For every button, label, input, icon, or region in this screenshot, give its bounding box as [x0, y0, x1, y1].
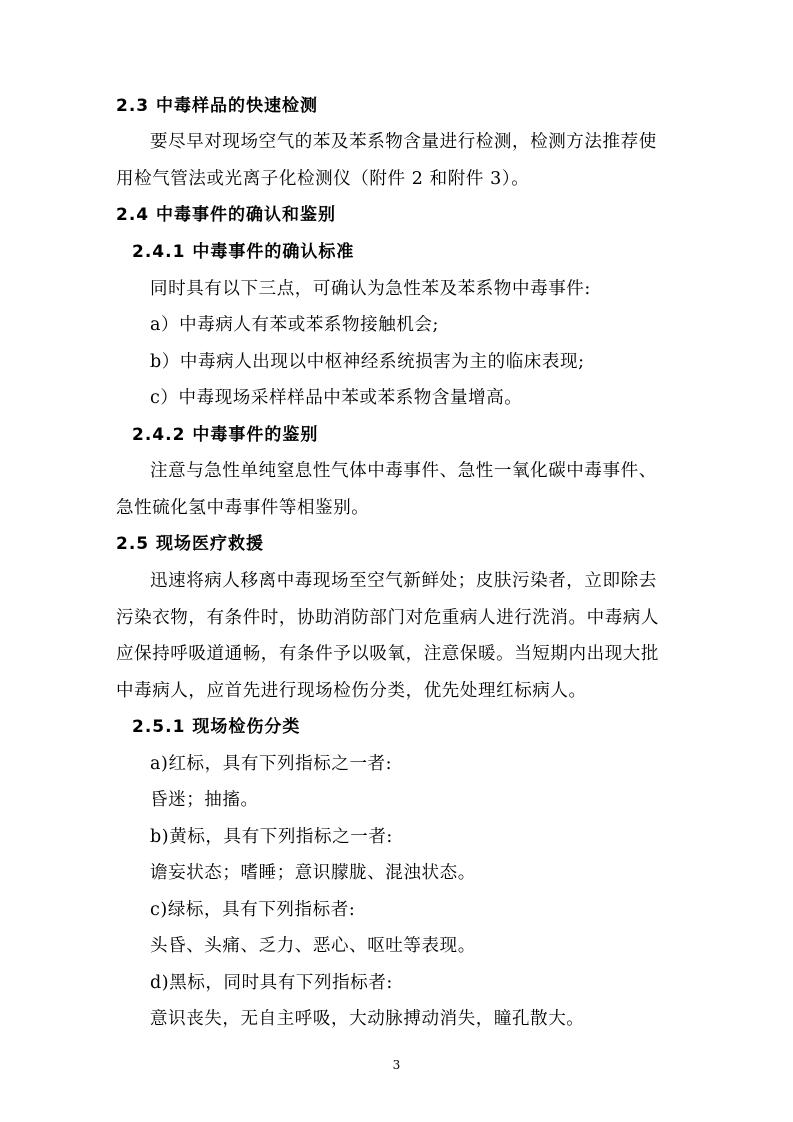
- list-item: c）中毒现场采样样品中苯或苯系物含量增高。: [150, 388, 523, 408]
- section-heading-2-4: 2.4 中毒事件的确认和鉴别: [116, 205, 337, 225]
- list-item-detail: 谵妄状态；嗜睡；意识朦胧、混浊状态。: [150, 863, 476, 883]
- paragraph-line: 注意与急性单纯窒息性气体中毒事件、急性一氧化碳中毒事件、: [150, 461, 657, 481]
- list-item-detail: 头昏、头痛、乏力、恶心、呕吐等表现。: [150, 936, 476, 956]
- paragraph-line: 迅速将病人移离中毒现场至空气新鲜处；皮肤污染者，立即除去: [150, 571, 657, 591]
- paragraph-line: 用检气管法或光离子化检测仪（附件 2 和附件 3）。: [116, 169, 530, 189]
- paragraph-line: 污染衣物，有条件时，协助消防部门对危重病人进行洗消。中毒病人: [116, 608, 659, 628]
- list-item: b)黄标，具有下列指标之一者:: [150, 827, 393, 847]
- subsection-heading-2-5-1: 2.5.1 现场检伤分类: [132, 717, 301, 737]
- list-item: c)绿标，具有下列指标者:: [150, 900, 356, 920]
- list-item: a)红标，具有下列指标之一者:: [150, 754, 393, 774]
- list-item: b）中毒病人出现以中枢神经系统损害为主的临床表现;: [150, 352, 585, 372]
- paragraph-line: 要尽早对现场空气的苯及苯系物含量进行检测，检测方法推荐使: [150, 132, 657, 152]
- paragraph-line: 中毒病人，应首先进行现场检伤分类，优先处理红标病人。: [116, 681, 587, 701]
- paragraph-line: 急性硫化氢中毒事件等相鉴别。: [116, 498, 370, 518]
- subsection-heading-2-4-1: 2.4.1 中毒事件的确认标准: [132, 242, 355, 262]
- list-item-detail: 意识丧失，无自主呼吸，大动脉搏动消失，瞳孔散大。: [150, 1009, 585, 1029]
- paragraph-line: 同时具有以下三点，可确认为急性苯及苯系物中毒事件:: [150, 279, 591, 299]
- section-heading-2-3: 2.3 中毒样品的快速检测: [116, 96, 319, 116]
- list-item: d)黑标，同时具有下列指标者:: [150, 973, 393, 993]
- list-item: a）中毒病人有苯或苯系物接触机会;: [150, 315, 440, 335]
- paragraph-line: 应保持呼吸道通畅，有条件予以吸氧，注意保暖。当短期内出现大批: [116, 644, 659, 664]
- section-heading-2-5: 2.5 现场医疗救援: [116, 534, 265, 554]
- page-number: 3: [392, 1058, 401, 1072]
- list-item-detail: 昏迷；抽搐。: [150, 790, 259, 810]
- subsection-heading-2-4-2: 2.4.2 中毒事件的鉴别: [132, 425, 319, 445]
